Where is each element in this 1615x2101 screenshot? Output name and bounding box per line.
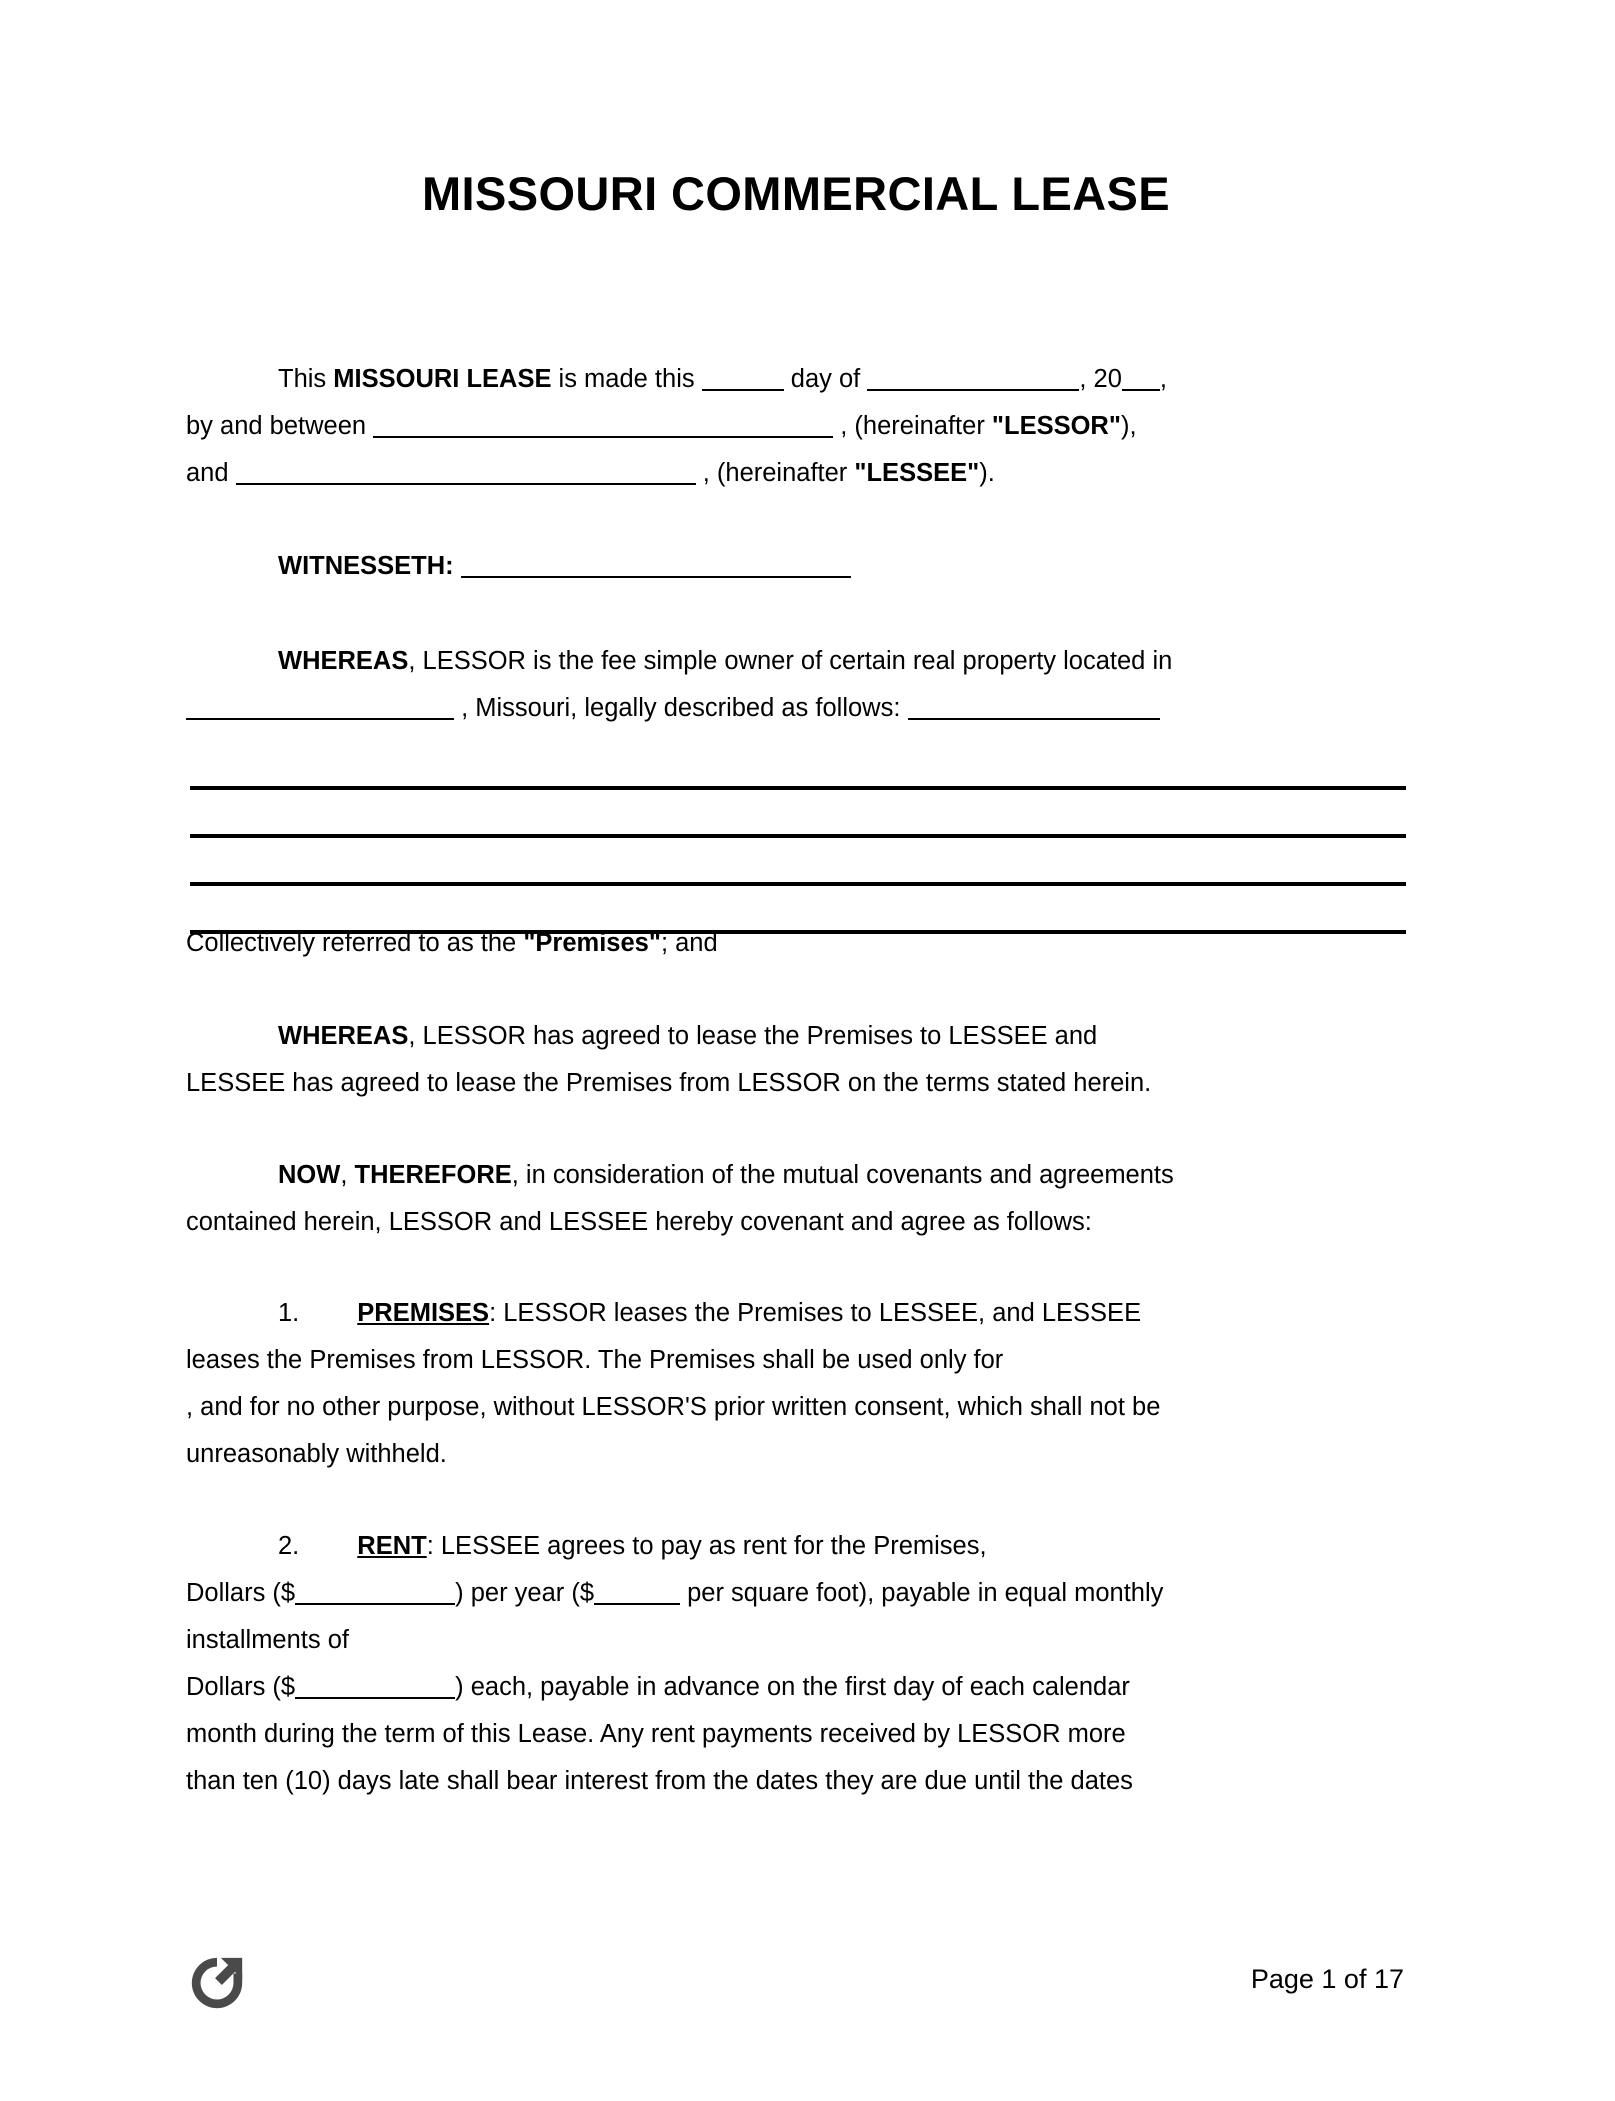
lessor-name-blank-field[interactable]	[373, 418, 833, 438]
lessee-name-blank-field[interactable]	[236, 465, 696, 485]
witnesseth-blank-field[interactable]	[461, 558, 851, 578]
section-premises	[186, 1290, 1406, 1478]
section-2-line-4	[186, 1664, 1406, 1711]
intro-text-e: , 20	[1079, 365, 1122, 393]
now-therefore-line-1	[186, 1152, 1406, 1199]
witnesseth-line	[186, 543, 1406, 590]
now-therefore-text: , in consideration of the mutual covenants and agreements	[511, 1161, 1174, 1189]
section-2-line-5: month during the term of this Lease. Any rent payments received by LESSOR more	[186, 1720, 1126, 1748]
therefore-bold: THEREFORE	[354, 1161, 512, 1189]
eforms-logo-icon[interactable]	[186, 1952, 248, 2014]
lessee-term-bold: "LESSEE"	[854, 459, 980, 487]
now-therefore-line-2: contained herein, LESSOR and LESSEE hereby covenant and agree as follows:	[186, 1208, 1092, 1236]
section-2-line-1	[186, 1523, 1406, 1570]
whereas-owner-text: , LESSOR is the fee simple owner of certain real property located in	[408, 647, 1173, 675]
section-2-heading: RENT	[357, 1532, 427, 1560]
legal-description-rule-3[interactable]	[190, 882, 1406, 886]
section-1-number: 1.	[278, 1299, 300, 1327]
intro-text-d: day of	[783, 365, 868, 393]
hereinafter-lessor-text: , (hereinafter	[833, 412, 992, 440]
whereas-owner-line-1	[186, 638, 1406, 685]
rent-per-sqft-blank-field[interactable]	[594, 1587, 680, 1605]
rent-dollars-label-a: Dollars ($	[186, 1579, 296, 1607]
by-and-between-label: by and between	[186, 412, 374, 440]
section-2-line-3: installments of	[186, 1626, 349, 1654]
collective-text-a: Collectively referred to as the	[186, 929, 524, 957]
lessee-close-text: ).	[979, 459, 995, 487]
whereas-agreed-line-2: LESSEE has agreed to lease the Premises from LESSOR on the terms stated herein.	[186, 1069, 1152, 1097]
whereas-bold-owner: WHEREAS	[278, 647, 409, 675]
lessor-close-text: ),	[1120, 412, 1137, 440]
city-blank-field[interactable]	[186, 700, 454, 720]
now-therefore-sep: ,	[340, 1161, 355, 1189]
intro-text-a: This	[278, 365, 334, 393]
page-title: MISSOURI COMMERCIAL LEASE	[421, 167, 1171, 220]
now-therefore-block	[186, 1152, 1406, 1246]
whereas-agreed-line-1	[186, 1013, 1406, 1060]
and-label: and	[186, 459, 236, 487]
rent-dollars-label-b: Dollars ($	[186, 1673, 296, 1701]
premises-collective-line	[186, 920, 1406, 967]
day-blank-field[interactable]	[702, 371, 784, 391]
legal-description-rule-2[interactable]	[190, 834, 1406, 838]
month-blank-field[interactable]	[867, 371, 1079, 391]
page-number-label: Page 1 of 17	[1250, 1964, 1404, 1994]
year-blank-field[interactable]	[1122, 371, 1160, 391]
page-footer	[186, 1952, 1406, 2042]
whereas-owner-line-2	[186, 685, 1406, 732]
section-2-line-2	[186, 1570, 1406, 1617]
legal-description-blank-field-0[interactable]	[908, 700, 1160, 720]
whereas-agreed-block	[186, 1013, 1406, 1107]
section-2-line-6: than ten (10) days late shall bear interest from the dates they are due until the dates	[186, 1767, 1133, 1795]
intro-line-1	[186, 356, 1406, 403]
section-2-text-1: : LESSEE agrees to pay as rent for the Premises,	[426, 1532, 987, 1560]
monthly-rent-blank-field[interactable]	[295, 1681, 455, 1699]
intro-text-f: ,	[1159, 365, 1167, 393]
witnesseth-block	[186, 543, 1406, 590]
legal-description-rule-1[interactable]	[190, 786, 1406, 790]
section-1-heading: PREMISES	[357, 1299, 490, 1327]
whereas-agreed-text: , LESSOR has agreed to lease the Premises to LESSEE and	[408, 1022, 1098, 1050]
whereas-owner-block	[186, 638, 1406, 732]
premises-term-bold: "Premises"	[523, 929, 661, 957]
section-rent	[186, 1523, 1406, 1805]
collective-text-c: ; and	[660, 929, 718, 957]
hereinafter-lessee-text: , (hereinafter	[695, 459, 855, 487]
section-1-line-2: leases the Premises from LESSOR. The Premises shall be used only for	[186, 1346, 1004, 1374]
rent-per-year-text: ) per year ($	[455, 1579, 595, 1607]
whereas-bold-agreed: WHEREAS	[278, 1022, 409, 1050]
rent-sqft-text: per square foot), payable in equal monthly	[680, 1579, 1164, 1607]
section-1-text-1: : LESSOR leases the Premises to LESSEE, and LESSEE	[489, 1299, 1142, 1327]
section-1-line-1	[186, 1290, 1406, 1337]
missouri-legally-described-text: , Missouri, legally described as follows:	[454, 694, 908, 722]
witnesseth-label: WITNESSETH:	[278, 552, 454, 580]
lease-name-bold: MISSOURI LEASE	[333, 365, 552, 393]
now-bold: NOW	[278, 1161, 341, 1189]
intro-paragraph	[186, 356, 1406, 497]
intro-line-3	[186, 450, 1406, 497]
section-1-line-4: unreasonably withheld.	[186, 1440, 447, 1468]
rent-monthly-text: ) each, payable in advance on the first day of each calendar	[455, 1673, 1130, 1701]
lessor-term-bold: "LESSOR"	[991, 412, 1121, 440]
premises-collective-block	[186, 920, 1406, 967]
section-2-number: 2.	[278, 1532, 300, 1560]
intro-line-2	[186, 403, 1406, 450]
intro-text-c: is made this	[551, 365, 702, 393]
annual-rent-blank-field[interactable]	[295, 1587, 455, 1605]
section-1-line-3: , and for no other purpose, without LESSOR'S prior written consent, which shall not be	[186, 1393, 1161, 1421]
